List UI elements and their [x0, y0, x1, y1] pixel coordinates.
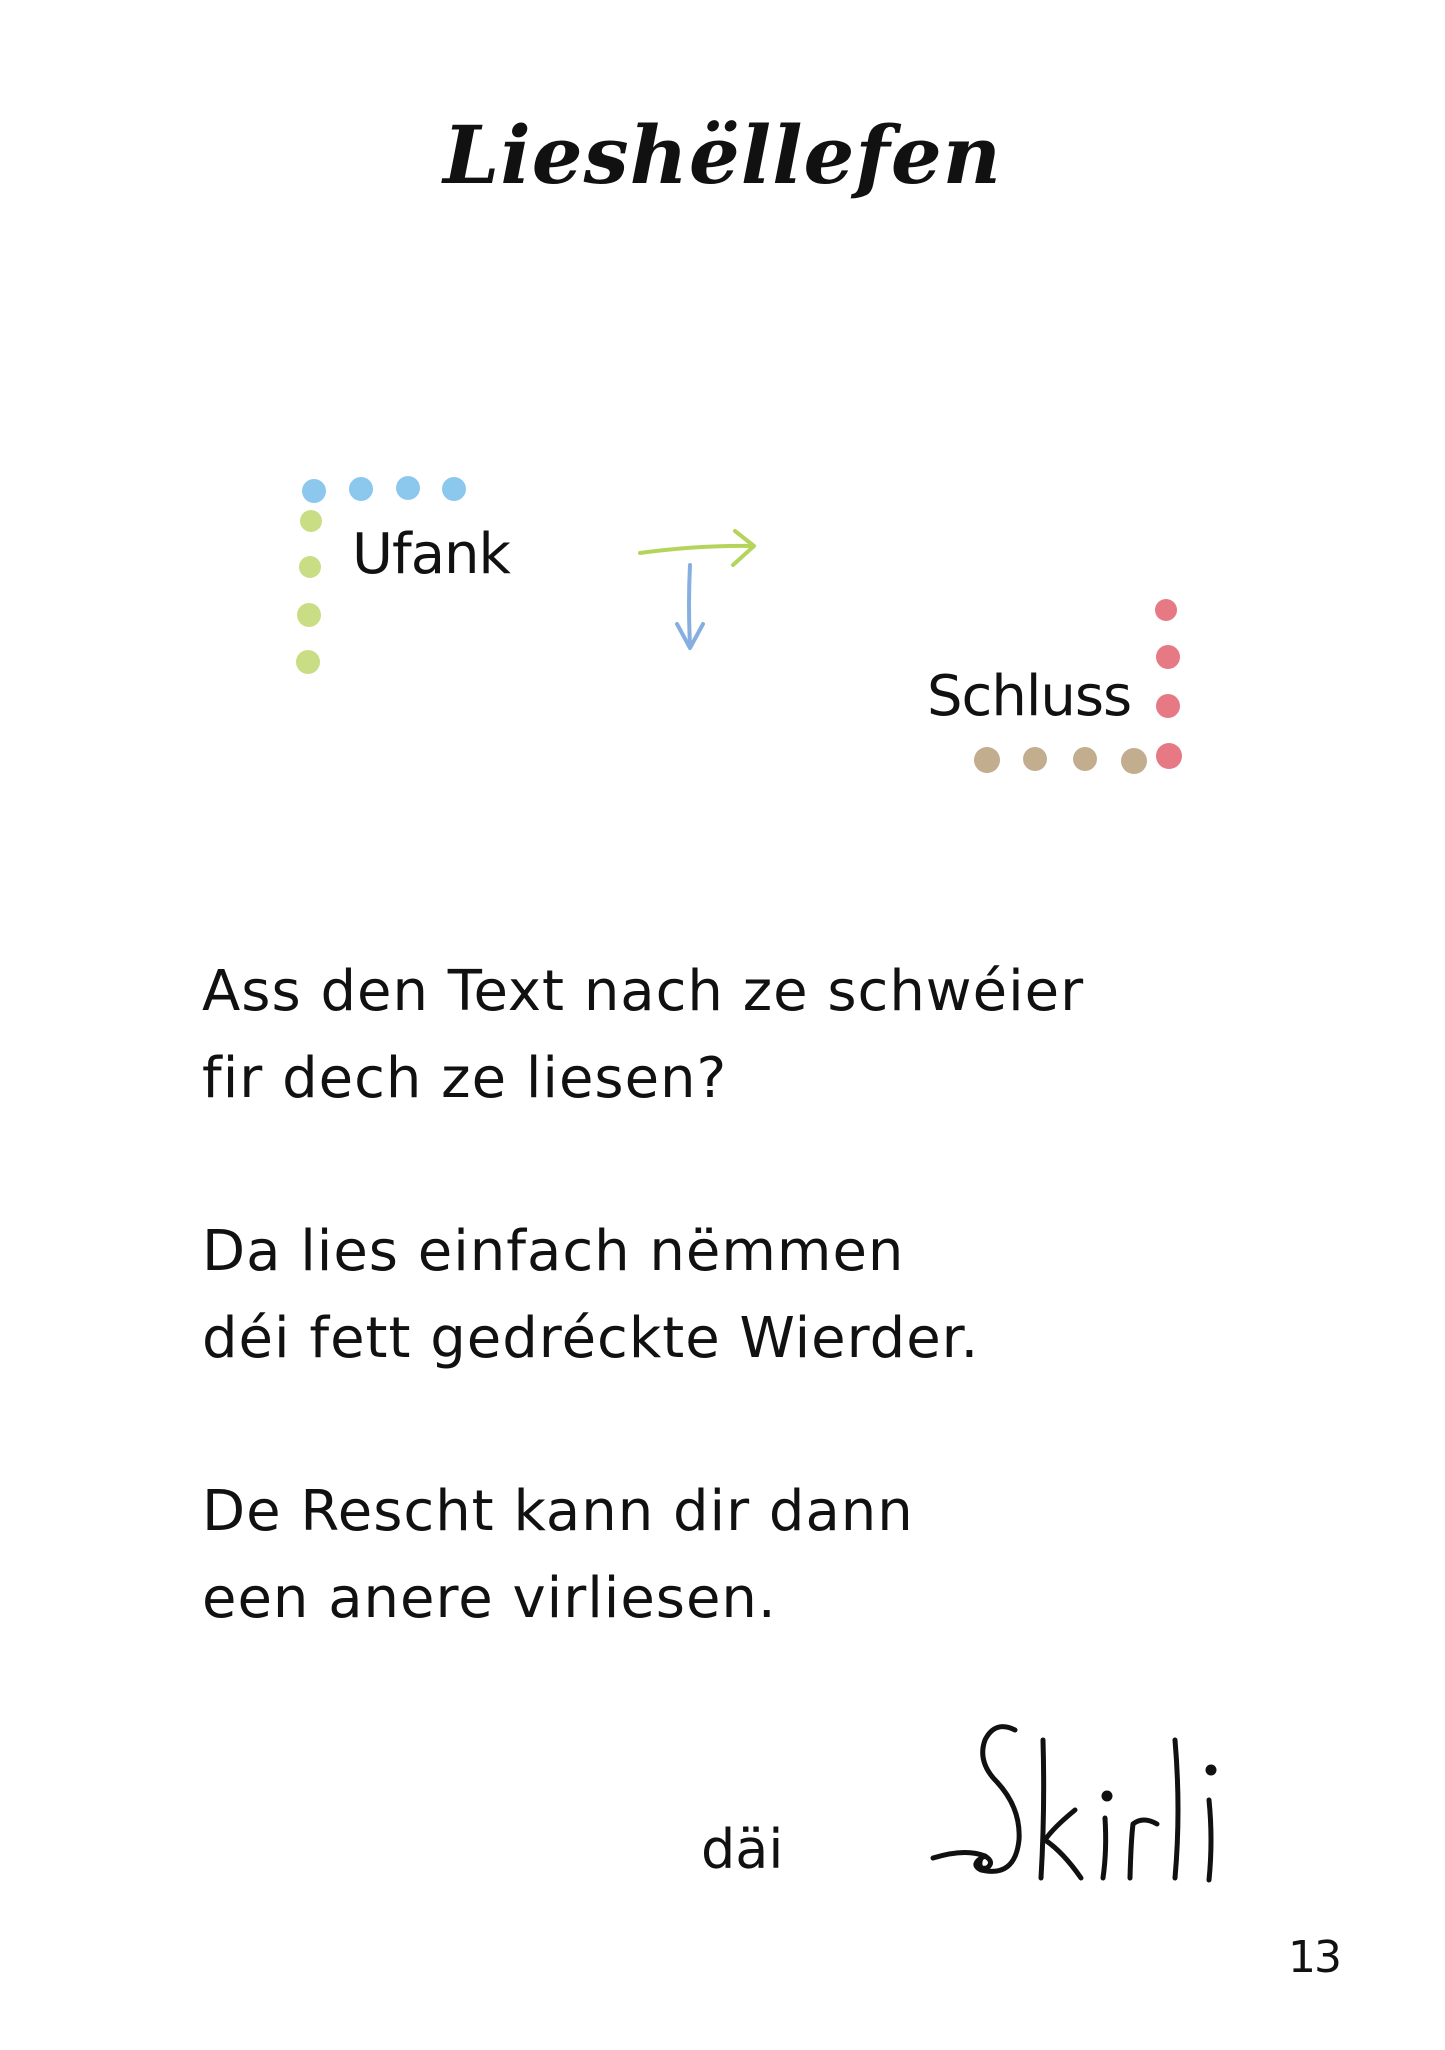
- paragraph-line: Ass den Text nach ze schwéier: [202, 959, 1085, 1024]
- dot-right-4: [1156, 743, 1182, 769]
- dot-right-2: [1156, 645, 1180, 669]
- paragraph-line: fir dech ze liesen?: [202, 1046, 728, 1111]
- arrow-right-icon: [640, 531, 754, 565]
- paragraph-line: Da lies einfach nëmmen: [202, 1219, 905, 1284]
- dot-bottom-2: [1023, 747, 1047, 771]
- dot-right-1: [1155, 599, 1177, 621]
- signature-prefix: däi: [701, 1818, 784, 1881]
- page-title: Lieshëllefen: [443, 108, 1002, 202]
- paragraph-line: déi fett gedréckte Wierder.: [202, 1306, 980, 1371]
- paragraph-line: een anere virliesen.: [202, 1566, 777, 1631]
- dot-bottom-1: [974, 747, 1000, 773]
- dot-right-3: [1156, 694, 1180, 718]
- dot-bottom-3: [1073, 747, 1097, 771]
- paragraph-1: [202, 948, 1084, 1122]
- dot-bottom-4: [1121, 748, 1147, 774]
- direction-arrows: [0, 0, 1445, 800]
- signature-skirli-logo: [925, 1700, 1245, 1910]
- paragraph-line: De Rescht kann dir dann: [202, 1479, 914, 1544]
- page-number: 13: [1288, 1932, 1340, 1983]
- paragraph-2: [202, 1208, 979, 1382]
- end-label: Schluss: [927, 664, 1132, 729]
- paragraph-3: [202, 1468, 914, 1642]
- start-label: Ufank: [352, 522, 510, 587]
- arrow-down-icon: [677, 565, 703, 648]
